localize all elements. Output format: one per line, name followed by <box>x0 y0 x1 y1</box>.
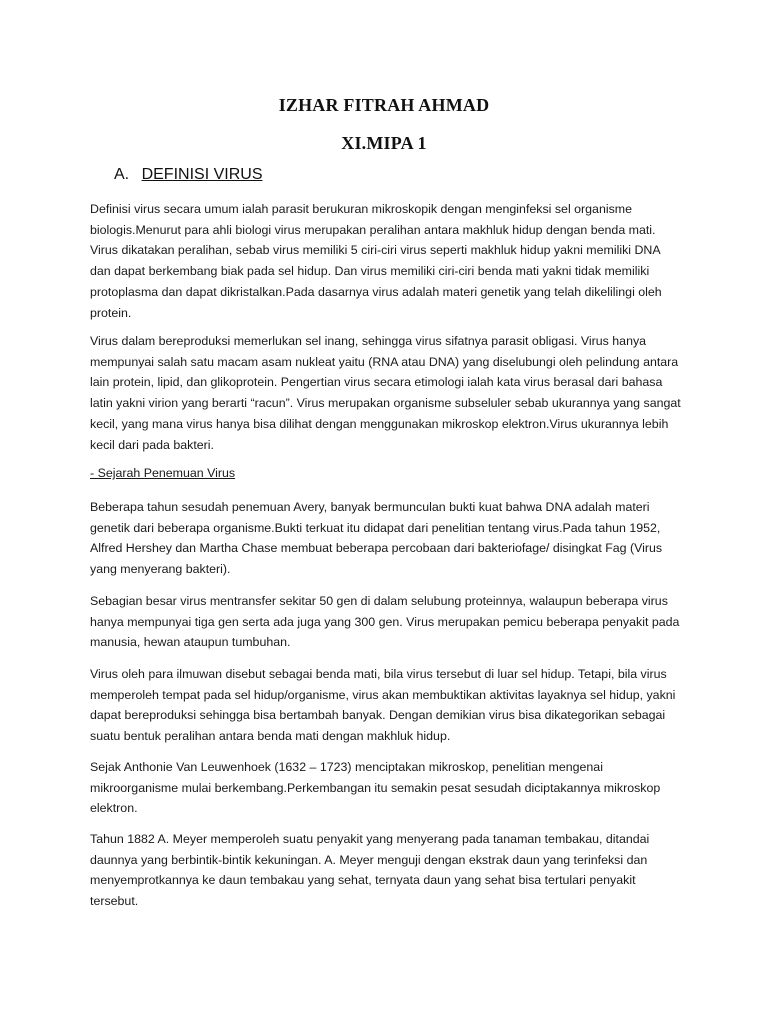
paragraph-text: Virus oleh para ilmuwan disebut sebagai benda mati, bila virus tersebut di luar sel hidup. Tetapi, bila virus memperoleh tempat pada sel hidup/organisme, virus akan membuktikan aktivitas layaknya sel hidup, yakni dapat bereproduksi sehingga bisa bertambah banyak. Dengan demikian virus bisa dikategorikan sebagai suatu bentuk peralihan antara benda mati dengan makhluk hidup. <box>90 667 676 744</box>
author-name: IZHAR FITRAH AHMAD <box>278 95 490 115</box>
paragraph-dead-matter <box>90 664 682 747</box>
paragraph-microscope <box>90 757 682 819</box>
paragraph-text: Definisi virus secara umum ialah parasit berukuran mikroskopik dengan menginfeksi sel organisme biologis.Menurut para ahli biologi virus merupakan peralihan antara makhluk hidup dengan benda mati. Virus dikatakan peralihan, sebab virus memiliki 5 ciri-ciri virus seperti makhluk hidup yakni memiliki DNA dan dapat berkembang biak pada sel hidup. Dan virus memiliki ciri-ciri benda mati yakni tidak memiliki protoplasma dan dapat dikristalkan.Pada dasarnya virus adalah materi genetik yang telah dikelilingi oleh protein. <box>90 202 662 320</box>
section-heading <box>114 166 262 184</box>
paragraph-avery <box>90 497 682 580</box>
paragraph-meyer <box>90 829 682 912</box>
paragraph-definition <box>90 199 682 323</box>
section-number: A. <box>114 166 130 183</box>
paragraph-reproduction <box>90 331 682 455</box>
paragraph-text: Virus dalam bereproduksi memerlukan sel inang, sehingga virus sifatnya parasit obligasi. Virus hanya mempunyai salah satu macam asam nukleat yaitu (RNA atau DNA) yang diselubungi oleh pelindung antara lain protein, lipid, dan glikoprotein. Pengertian virus secara etimologi ialah kata virus berasal dari bahasa latin yakni virion yang berarti “racun”. Virus merupakan organisme subseluler sebab ukurannya yang sangat kecil, yang mana virus hanya bisa dilihat dengan menggunakan mikroskop elektron.Virus ukurannya lebih kecil dari pada bakteri. <box>90 334 681 452</box>
section-title: DEFINISI VIRUS <box>141 166 263 183</box>
paragraph-text: Sebagian besar virus mentransfer sekitar 50 gen di dalam selubung proteinnya, walaupun beberapa virus hanya mempunyai tiga gen serta ada juga yang 300 gen. Virus merupakan pemicu beberapa penyakit pada manusia, hewan ataupun tumbuhan. <box>90 594 680 650</box>
paragraph-genes <box>90 591 682 653</box>
class-label: XI.MIPA 1 <box>341 133 427 153</box>
paragraph-text: Sejak Anthonie Van Leuwenhoek (1632 – 1723) menciptakan mikroskop, penelitian mengenai mikroorganisme mulai berkembang.Perkembangan itu semakin pesat sesudah diciptakannya mikroskop elektron. <box>90 760 661 816</box>
subheading-history: - Sejarah Penemuan Virus <box>90 466 236 480</box>
paragraph-text: Beberapa tahun sesudah penemuan Avery, banyak bermunculan bukti kuat bahwa DNA adalah materi genetik dari beberapa organisme.Bukti terkuat itu didapat dari penelitian tentang virus.Pada tahun 1952, Alfred Hershey dan Martha Chase membuat beberapa percobaan dari bakteriofage/ disingkat Fag (Virus yang menyerang bakteri). <box>90 500 663 577</box>
paragraph-text: Tahun 1882 A. Meyer memperoleh suatu penyakit yang menyerang pada tanaman tembakau, ditandai daunnya yang berbintik-bintik kekuningan. A. Meyer menguji dengan ekstrak daun yang terinfeksi dan menyemprotkannya ke daun tembakau yang sehat, ternyata daun yang sehat bisa tertulari penyakit tersebut. <box>90 832 650 909</box>
